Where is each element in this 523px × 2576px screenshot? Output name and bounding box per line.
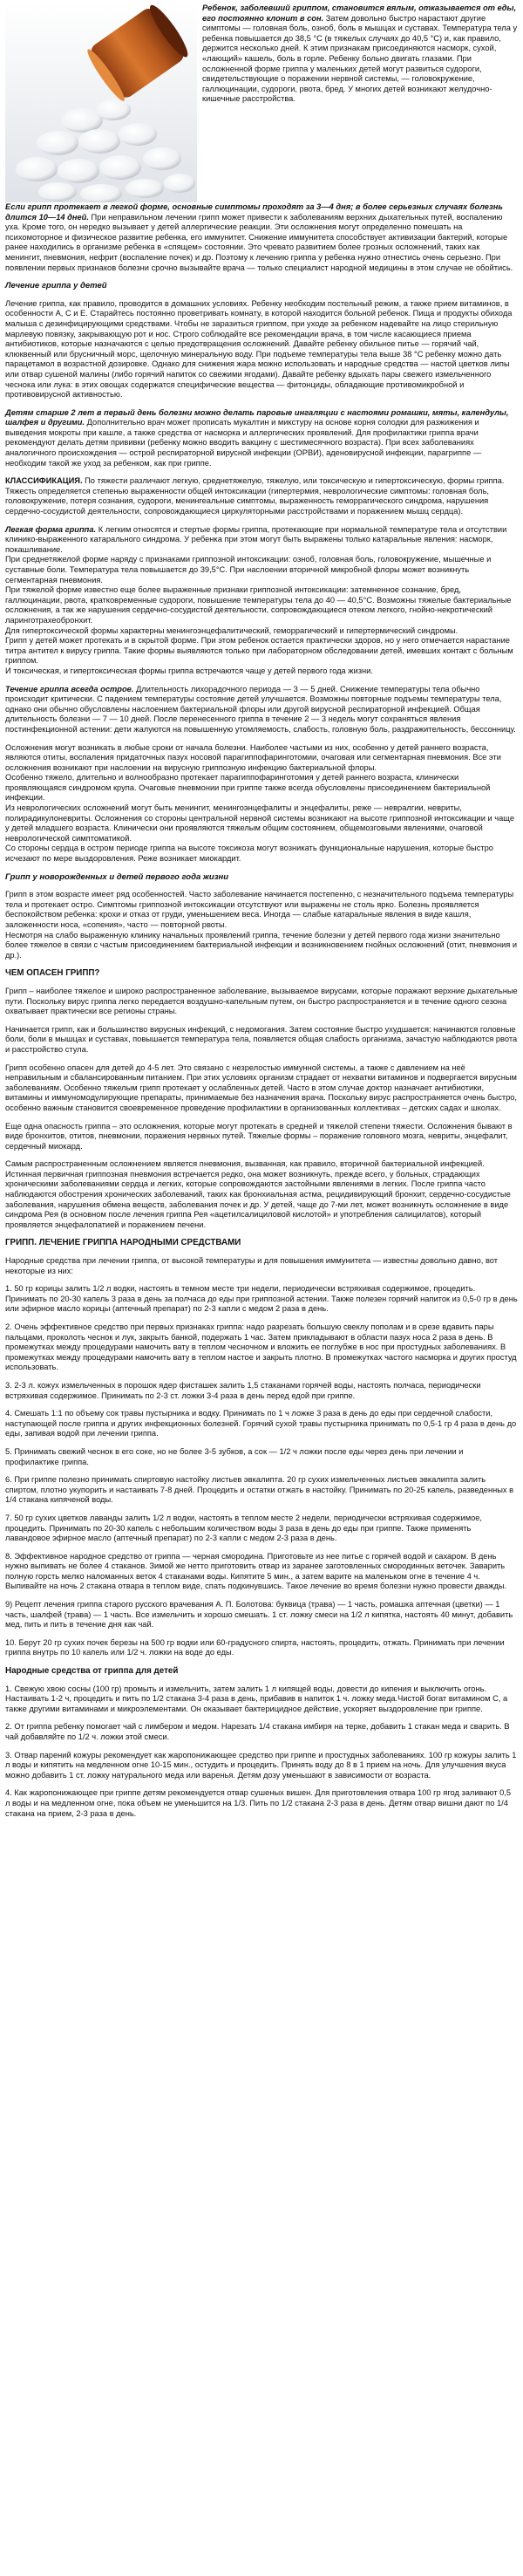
hidden-form-text: Грипп у детей может протекать и в скрытой форме. При этом ребенок остается практически здоров, но у него отмечается нарастание титра антител к вирусу гриппа. Такие формы выявляются только при лабораторном обследовании детей, имевших контакт с больным гриппом.	[5, 636, 513, 666]
classification-rest: По тяжести различают легкую, среднетяжелую, тяжелую, или токсическую и гипертоксическую, формы гриппа. Тяжесть определяется степенью выраженности общей интоксикации (гипертермия, неврологические симптомы: головная боль, головокружение, потеря сознания, судороги, менингеальные симптомы, выраженность геморрагического синдрома, нарушения сердечно-сосудистой деятельности, сопровождающиеся циркуляторными расстройствами и поражением мышц сердца).	[5, 476, 505, 516]
infants-paragraph	[5, 890, 518, 960]
infant-forms-text: И токсическая, и гипертоксическая формы гриппа встречаются чаще у детей первого года жизни.	[5, 666, 373, 675]
child-remedy-4: 4. Как жаропонижающее при гриппе детям рекомендуется отвар сушеных вишен. Для приготовления отвара 100 гр ягод заливают 0,5 л воды и на медленном огне, пока объем не уменьшится на 1/3. Пить по 1/2 стакана 2-3 раза в день. Детям отвар вишни дают по 1/4 стакана на прием, 2-3 раза в день.	[5, 1788, 512, 1818]
inhalation-rest: Дополнительно врач может прописать мукалтин и микстуру на основе корня солодки для разжижения и выведения мокроты при кашле, а также средства от насморка и аллергических проявлений. Для профилактики гриппа врачи рекомендуют делать детям прививки (ребенку можно вводить вакцину с шестимесячного возраста). При всех заболеваниях аналогичного происхождения — острой респираторной вирусной инфекции (ОРВИ), аденовирусной инфекции, парагриппе — необходим такой же уход за ребенком, как при гриппе.	[5, 418, 482, 468]
intro-lead: Ребенок, заболевший гриппом, становится вялым, отказывается от еды, его постоянно клонит в сон.	[202, 3, 517, 23]
remedy-8: 8. Эффективное народное средство от гриппа — черная смородина. Приготовьте из нее питье с горячей водой и сахаром. В день нужно выпивать не более 4 стаканов. Зимой же нетто приготовить отвар из заранее заготовленных смородинных веточек. Заварить полную горсть мелко наломанных веток 4 стаканами воды. Кипятите 5 мин., а затем варите на маленьком огне в течение 4 ч. Выпивайте на ночь 2 стакана отвара в теплом виде, спать подкинувшись. Такое лечение во время болезни нужно провести дважды.	[5, 1551, 507, 1591]
child-remedy-3: 3. Отвар парений кожуры рекомендует как жаропонижающее средство при гриппе и простудных заболеваниях. 100 гр кожуры залить 1 л воды и кипятить на медленном огне 10-15 мин., остудить и процедить. Принять воду до 8 в 1 прием на ночь. Для улучшения вкуса можно добавить 1 ст. ложку натурального меда или варенья. Детям дозу уменьшают в зависимости от возраста.	[5, 1750, 517, 1780]
mild-form-lead: Если грипп протекает в легкой форме, основные симптомы проходят за 3—4 дня; в более серьезных случаях болезнь длится 10—14 дней.	[5, 202, 503, 222]
inhalation-paragraph	[5, 408, 518, 469]
medium-form-text: При среднетяжелой форме наряду с признаками гриппозной интоксикации: озноб, головная боль, головокружение, мышечные и суставные боли. Температура тела повышается до 39,5°С. При наслоении вторичной микробной флоры может возникнуть сегментарная пневмония.	[5, 555, 492, 584]
remedies-intro: Народные средства при лечении гриппа, от высокой температуры и для повышения иммунитета — известны довольно давно, вот некоторые из них:	[5, 1256, 499, 1275]
section-title-treatment: Лечение гриппа у детей	[5, 281, 107, 291]
section-title-danger: ЧЕМ ОПАСЕН ГРИПП?	[5, 968, 100, 979]
infants-text-1: Грипп в этом возрасте имеет ряд особенностей. Часто заболевание начинается постепенно, с незначительного подъема температуры тела и протекает остро. Симптомы гриппозной интоксикации отсутствуют или выражены не столь ярко. Болезнь проявляется беспокойством ребенка: крохи и отказ от груди, уменьшением веса. Иногда — слабые катаральные явления в виде кашля, заложенности носа, «сопения», часто — повторной рвоты.	[5, 890, 514, 929]
danger-paragraph-5: Самым распространенным осложнением является пневмония, вызванная, как правило, вторичной бактериальной инфекцией. Истинная первичная гриппозная пневмония встречается редко, она может возникнуть, прежде всего, у больных, страдающих хроническими заболеваниями сердца и легких, которые сопровождаются застойными явлениями в легких. После гриппа часто наблюдаются обострения хронических заболеваний, таких как бронхиальная астма, рецидивирующий бронхит, сердечно-сосудистые заболевания, нарушения обмена веществ, заболевания почек и др. У детей, чаще до 7-ми лет, может возникнуть осложнение в виде синдрома Рея (в основном после лечения гриппа Рея «ацетилсалициловой кислотой» и употребления салицилатов), который проявляется энцефалопатией и поражением печени.	[5, 1159, 511, 1229]
severe-form-text: При тяжелой форме известно еще более выраженные признаки гриппозной интоксикации: затемненное сознание, бред, галлюцинации, рвота, кратковременные судороги, повышение температуры тела до 40 — 40,5°С. Возможны тяжелые бактериальные осложнения, а так же нарушения сердечно-сосудистой деятельности, сопровождающиеся отеком легкого, гнойно-некротический ларинготрахеобронхит.	[5, 585, 512, 625]
treatment-paragraph: Лечение гриппа, как правило, проводится в домашних условиях. Ребенку необходим постельный режим, а также прием витаминов, в особенности А, С и Е. Старайтесь постоянно проветривать комнату, в которой находится больной ребенок. Пища и продукты обихода малыша с дезинфицирующими средствами. Чтобы не заразиться гриппом, при уходе за ребенком надевайте на лицо стерильную марлевую повязку, закрывающую рот и нос. Строго соблюдайте все рекомендации врача, в том числе касающиеся приема антибиотиков, которые назначаются с целью предотвращения осложнений. Давайте ребенку обильное питье — горячий чай, клюквенный или брусничный морс, щелочную минеральную воду. При подъеме температуры тела выше 38 °С ребенку можно дать парацетамол в возрастной дозировке. Однако для снижения жара можно использовать и народные средства — настой цветков липы или отвар сушеной малины (либо горячий напиток со свежими ягодами). Давайте ребенку вдыхать пары свежего измельченного чеснока или лука: в этих овощах содержатся специфические вещества — фитонциды, обладающие противомикробной и противовирусной активностью.	[5, 298, 513, 400]
mild-form-rest: При неправильном лечении грипп может привести к заболеваниям верхних дыхательных путей, воспалению уха. Кроме того, он нередко вызывает у детей аллергические реакции. Эти осложнения могут определенно помешать на психомоторное и физическое развитие ребенка, его иммунитет. Снижение иммунитета способствует активизации бактерий, которые ранее находились в организме ребенка в «спящем» состоянии. Это чревато развитием более грозных осложнений, таких как менингит, пневмония, нефрит (воспаление почек) и др. Поэтому к лечению гриппа у ребенка нужно отнестись очень серьезно. При появлении первых признаков болезни срочно вызывайте врача — только специалист народной медицины в этом случае не обойтись.	[5, 212, 513, 272]
intro-text	[202, 3, 518, 202]
remedy-2: 2. Очень эффективное средство при первых признаках гриппа: надо разрезать большую свеклу пополам и в срезе вдавить пары пальцами, проколоть чеснок и лук, закрыть банкой, подержать 1 час. Затем прикладывают в области пазух носа 2 раза в день. В промежутках между процедурами намочить вату в теплом чесночном и вложить ее поглубже в нос при простудных заболеваниях. В промежутках между процедурами намочить вату в теплом настое и закрыть плотно. В промежутках частого насморка и других простуд использовать.	[5, 1322, 517, 1372]
danger-paragraph-2: Начинается грипп, как и большинство вирусных инфекций, с недомогания. Затем состояние быстро ухудшается: начинаются головные боли, боли в мышцах и суставах, повышается температура тела, появляется общая слабость организма, зачастую наблюдаются рвота и расстройство стула.	[5, 1024, 518, 1054]
course-rest: Длительность лихорадочного периода — 3 — 5 дней. Снижение температуры тела обычно происходит критически. С падением температуры состояние детей улучшается. Возможны повторные подъемы температуры тела, однако они обычно обусловлены наслоением бактериальной флоры или другой вирусной респираторной инфекцией. Общая длительность болезни — 7 — 10 дней. После перенесенного гриппа в течение 2 — 3 недель могут сохраняться явления постинфекционной астении: дети жалуются на повышенную утомляемость, слабость, головную боль, раздражительность, бессонницу.	[5, 684, 516, 734]
danger-paragraph-3: Грипп особенно опасен для детей до 4-5 лет. Это связано с незрелостью иммунной системы, а также с давлением на неё неправильным и сбалансированным питанием. При этих условиях организм страдает от нехватки витаминов и подвергается вирусным заболеваниям. Особенно тяжелым грипп протекает у ослабленных детей. Часто в этом случае доктор назначает антибиотики, витамины и иммуномодулирующие препараты, принимаемые без назначения врача. Поскольку вирус распространяется очень быстро, особенно важным становится своевременное проведение профилактики в организованных коллективах – детских садах и школах.	[5, 1063, 518, 1112]
light-form-lead: Легкая форма гриппа.	[5, 524, 97, 534]
remedy-4: 4. Смешать 1:1 по объему сок травы пустырника и водку. Принимать по 1 ч ложке 3 раза в день до еды при сердечной слабости, наступающей после гриппа и других инфекционных болезней. Горячий сухой травы пустырника принимать по 0,5-1 гр 4 раза в день до еды, запивая водой при лечении гриппа.	[5, 1409, 517, 1438]
remedy-3: 3. 2-3 л. кожух измельченных в порошок ядер фисташек залить 1,5 стаканами горячей воды, настоять полчаса, периодически встряхивая содержимое. Принимать по 2-3 ст. ложки 3-4 раза в день перед едой при гриппе.	[5, 1380, 481, 1400]
light-form-paragraph	[5, 525, 518, 677]
section-title-folk-remedies: ГРИПП. ЛЕЧЕНИЕ ГРИППА НАРОДНЫМИ СРЕДСТВАМИ	[5, 1238, 241, 1248]
complications-paragraph	[5, 743, 518, 864]
danger-paragraph-1: Грипп – наиболее тяжелое и широко распространенное заболевание, вызываемое вирусами, которые поражают верхние дыхательные пути. Поскольку вирус гриппа легко передается воздушно-капельным путем, он быстро распространяется и в течение одного сезона охватывает практически все регионы страны.	[5, 986, 518, 1016]
infants-text-2: Несмотря на слабо выраженную клинику начальных проявлений гриппа, течение болезни у детей первого года жизни значительно более тяжелое в связи с частым присоединением бактериальной инфекции и возникновением гнойных осложнений (отит, пневмония и др.).	[5, 930, 518, 960]
inhalation-lead: Детям старше 2 лет в первый день болезни можно делать паровые ингаляции с настоями ромашки, мяты, календулы, шалфея и другими.	[5, 407, 509, 427]
child-remedy-2: 2. От гриппа ребенку помогает чай с лимбером и медом. Нарезать 1/4 стакана имбиря на терке, добавить 1 стакан меда и сварить. В чай добавляйте по 1/2 ч. ложки этой смеси.	[5, 1722, 510, 1741]
light-form-rest: К легким относятся и стертые формы гриппа, протекающие при нормальной температуре тела и отсутствии клинико-выраженного катарального синдрома. У ребенка при этом могут быть выражены только катаральные явления: насморк, покашливание.	[5, 524, 507, 554]
remedy-6: 6. При гриппе полезно принимать спиртовую настойку листьев эвкалипта. 20 гр сухих измельченных листьев эвкалипта залить спиртом, плотно укупорить и настаивать 7-8 дней. Процедить и остатки отжать в настойку. Принимать по 20-25 капель, разведенных в 1/4 стакана кипяченой воды.	[5, 1475, 514, 1505]
child-remedy-1: 1. Свежую хвою сосны (100 гр) промыть и измельчить, затем залить 1 л кипящей воды, довести до кипения и выключить огонь. Настаивать 1-2 ч, процедить и пить по 1/2 стакана 3-4 раза в день, прибавив в напиток 1 ч. ложку меда.Чистой богат витамином С, а также другими витаминами и микроэлементами. Он оказывает бактерицидное действие, ускоряет выздоровление при гриппе.	[5, 1684, 508, 1713]
complications-text-1: Осложнения могут возникать в любые сроки от начала болезни. Наиболее частыми из них, особенно у детей раннего возраста, являются отиты, воспаления придаточных пазух носовой парагиппофаринготомии, очаговая или сегментарная пневмония. Все эти осложнения возникают при наслоении на вирусную гриппозную инфекцию бактериальной флоры.	[5, 742, 501, 772]
hypertoxic-form-text: Для гипертоксической формы характерны менингоэнцефалитический, геморрагический и гипертермический синдромы.	[5, 625, 458, 635]
classification-lead: КЛАССИФИКАЦИЯ.	[5, 476, 83, 486]
intro-rest: Затем довольно быстро нарастают другие симптомы — головная боль, озноб, боль в мышцах и суставах. Температура тела у ребенка повышается до 38,5 °С (в тяжелых случаях до 40,5 °С) и, как правило, держится несколько дней. К этим признакам присоединяются насморк, сухой, «лающий» кашель, боль в горле. Ребенку больно двигать глазами. При осложненной форме гриппа у маленьких детей могут развиться судороги, свидетельствующие о поражении нервной системы, — головокружение, галлюцинации, судороги, рвота, бред. У многих детей возникают желудочно-кишечные расстройства.	[202, 13, 518, 104]
course-lead: Течение гриппа всегда острое.	[5, 684, 134, 694]
article-body	[5, 202, 518, 1819]
course-paragraph	[5, 685, 518, 735]
remedy-7: 7. 50 гр сухих цветков лаванды залить 1/2 л водки, настоять в теплом месте 2 недели, периодически встряхивая содержимое, процедить. Принимать по 20-30 капель с небольшим количеством воды 3 раза в день до еды при гриппе. Также применять лавандовое эфирное масло (аптечный препарат) по 2-3 капли с медом 2-3 раза в день.	[5, 1513, 483, 1543]
intro-paragraph	[202, 3, 518, 105]
complications-text-3: Из неврологических осложнений могут быть менингит, менингоэнцефалиты и энцефалиты, реже — невралгии, невриты, полирадикулоневриты. Осложнения со стороны центральной нервной системы возникают на высоте гриппозной интоксикации и чаще у детей младшего возраста. Клинически они проявляются тяжелым общим состоянием, общемозговыми явлениями, очаговой неврологической симптоматикой.	[5, 803, 515, 843]
section-title-children-remedies: Народные средства от гриппа для детей	[5, 1666, 179, 1677]
pills-photo-icon	[5, 3, 197, 202]
complications-text-2: Особенно тяжело, длительно и волнообразно протекает парагиппофаринготомия у детей раннего возраста, клинически проявляющаяся синдромом крупа. Очаговые пневмонии при гриппе также всегда обусловлены присоединением бактериальной инфекции.	[5, 773, 491, 803]
section-title-infants: Грипп у новорожденных и детей первого года жизни	[5, 871, 229, 882]
pills-and-bottle-photo	[5, 3, 197, 202]
remedy-5: 5. Принимать свежий чеснок в его соке, но не более 3-5 зубков, а сок — 1/2 ч ложки после еды через день при лечении и профилактике гриппа.	[5, 1446, 464, 1466]
danger-paragraph-4: Еще одна опасность гриппа – это осложнения, которые могут протекать в средней и тяжелой степени тяжести. Осложнения бывают в виде бронхитов, отитов, пневмонии, поражения нервных путей. Тяжелые формы – поражение головного мозга, невриты, энцефалит, сердечный миокард.	[5, 1121, 513, 1151]
remedy-10: 10. Берут 20 гр сухих почек березы на 500 гр водки или 60-градусного спирта, настоять, процедить, отжать. Принимать при лечении гриппа внутрь по 10 капель или 1/2 ч. ложки на воде до еды.	[5, 1637, 505, 1657]
intro-block	[5, 3, 518, 202]
remedy-9: 9) Рецепт лечения гриппа старого русского врачевания А. П. Болотова: буквица (трава) — 1 часть, ромашка аптечная (цветки) — 1 часть, шалфей (трава) — 1 часть. Все измельчить и хорошо смешать. 1 ст. ложку смеси на 1/2 л кипятка, настоять 40 минут, добавить мед, пить и пить в течение дня как чай.	[5, 1600, 513, 1630]
complications-text-4: Со стороны сердца в остром периоде гриппа на высоте токсикоза могут возникать функциональные нарушения, которые быстро исчезают по мере выздоровления. Реже возникает миокардит.	[5, 844, 493, 864]
classification-paragraph	[5, 476, 518, 516]
remedy-1: 1. 50 гр корицы залить 1/2 л водки, настоять в темном месте три недели, периодически встряхивая содержимое, процедить. Принимать по 20-30 капель 3 раза в день за полчаса до еды при гриппозной астении. Также полезен горячий напиток из 0,5-0 гр в день или эфирное масло корицы (аптечный препарат) по 2-3 капли с медом 2 раза в день.	[5, 1284, 518, 1314]
mild-form-paragraph	[5, 202, 518, 273]
